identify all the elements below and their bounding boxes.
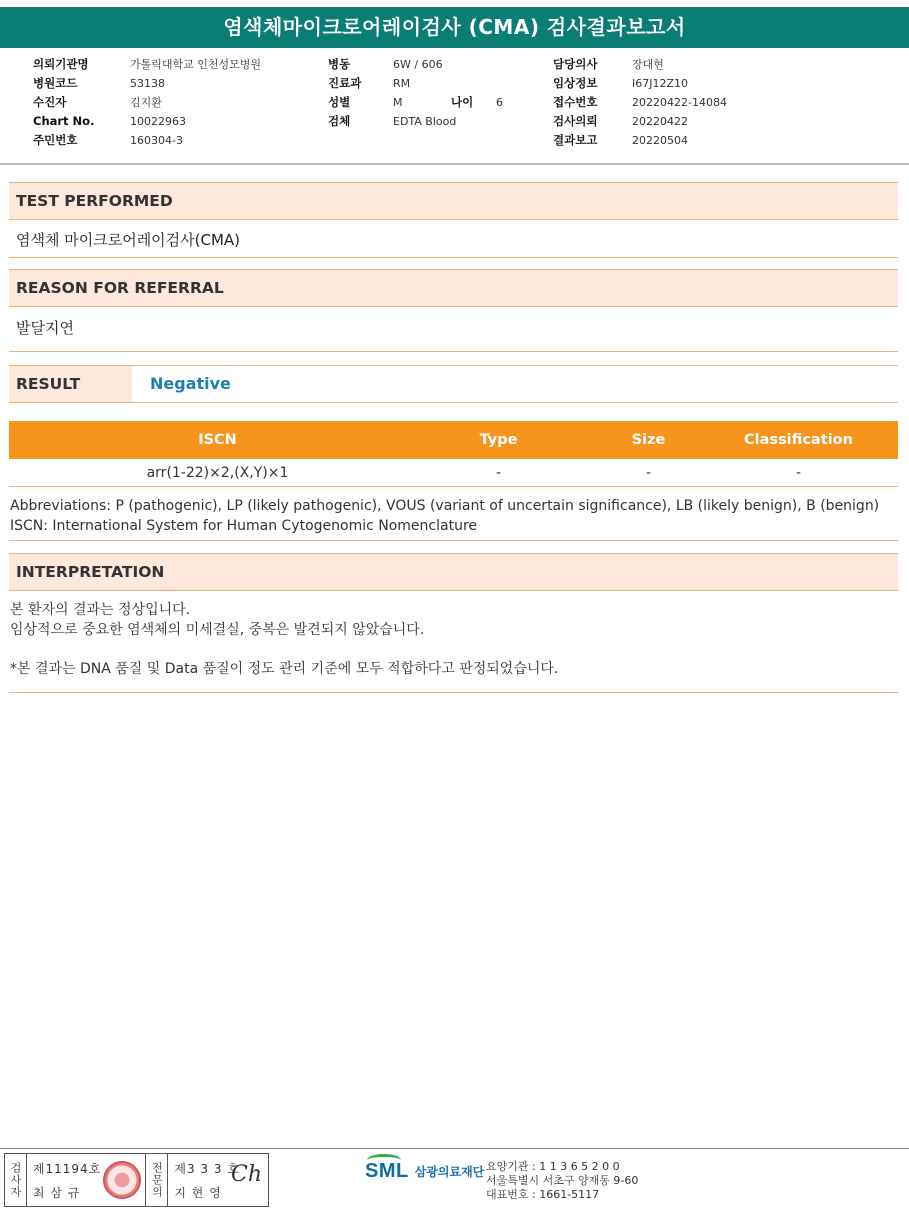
referral-header: REASON FOR REFERRAL <box>9 269 898 307</box>
info-label: 접수번호 <box>553 95 598 109</box>
info-column-2 <box>328 55 503 131</box>
info-label: Chart No. <box>33 114 95 128</box>
info-row <box>553 55 727 74</box>
interpretation-body <box>10 600 890 679</box>
examiner-number: 제11194호 <box>32 1162 102 1176</box>
sml-logo-text: SML <box>365 1160 409 1182</box>
info-label: 결과보고 <box>553 133 598 147</box>
interpretation-line: 임상적으로 중요한 염색체의 미세결실, 중복은 발견되지 않았습니다. <box>10 622 425 638</box>
info-column-3 <box>553 55 727 150</box>
info-row <box>553 112 727 131</box>
test-performed-header: TEST PERFORMED <box>9 182 898 220</box>
header-divider <box>0 163 909 165</box>
info-value: 10022963 <box>130 115 186 128</box>
result-label: RESULT <box>9 366 132 402</box>
info-row <box>328 93 503 112</box>
section-divider <box>9 351 898 352</box>
info-label: 임상정보 <box>553 76 598 90</box>
phone: 대표번호 : 1661-5117 <box>486 1188 600 1201</box>
footer-divider <box>0 1148 909 1149</box>
column-header-type: Type <box>479 432 518 448</box>
examiner-cell <box>27 1154 147 1206</box>
age-label: 나이 <box>451 95 474 109</box>
info-row <box>328 112 503 131</box>
info-label: 수진자 <box>33 95 67 109</box>
info-value: 가톨릭대학교 인천성모병원 <box>130 58 262 71</box>
foundation-name: 삼광의료재단 <box>414 1165 485 1179</box>
institution-code: 요양기관 : 1 1 3 6 5 2 0 0 <box>486 1160 620 1173</box>
address: 서울특별시 서초구 양재동 9-60 <box>486 1174 639 1187</box>
specialist-label: 전문의 <box>150 1162 164 1198</box>
info-row <box>553 74 727 93</box>
specialist-vertical-label <box>146 1154 168 1206</box>
info-row <box>33 55 261 74</box>
cell-classification: - <box>795 465 802 481</box>
table-header <box>9 421 898 459</box>
info-row <box>328 74 503 93</box>
info-value: 20220422 <box>632 115 688 128</box>
info-value: 장대현 <box>632 58 664 71</box>
info-value: 김지환 <box>130 96 162 109</box>
abbreviations <box>10 496 900 536</box>
specialist-name: 지 현 영 <box>174 1186 222 1200</box>
column-header-classification: Classification <box>744 432 853 448</box>
cell-type: - <box>495 465 502 481</box>
info-label: 검체 <box>328 114 351 128</box>
info-row <box>33 93 261 112</box>
report-title: 염색체마이크로어레이검사 (CMA) 검사결과보고서 <box>0 7 909 48</box>
age-value: 6 <box>496 96 503 109</box>
info-value: 160304-3 <box>130 134 183 147</box>
info-label: 병원코드 <box>33 76 78 90</box>
info-value: 6W / 606 <box>393 58 443 71</box>
info-row <box>328 55 503 74</box>
abbreviations-line: Abbreviations: P (pathogenic), LP (likely pathogenic), VOUS (variant of uncertain significance), LB (likely benign), B (benign) <box>10 498 880 514</box>
seal-stamp <box>103 1161 141 1199</box>
info-value: EDTA Blood <box>393 115 457 128</box>
examiner-name: 최 삼 규 <box>32 1186 81 1200</box>
info-row <box>33 74 261 93</box>
table-row <box>9 459 898 487</box>
contact-info <box>486 1160 638 1202</box>
info-value: I67J12Z10 <box>632 77 689 90</box>
info-label: 진료과 <box>328 76 362 90</box>
column-header-iscn: ISCN <box>198 432 237 448</box>
info-label: 성별 <box>328 95 351 109</box>
interpretation-header: INTERPRETATION <box>9 553 898 591</box>
info-column-1 <box>33 55 261 150</box>
info-value: 20220504 <box>632 134 688 147</box>
result-value: Negative <box>150 374 231 393</box>
signature-box <box>4 1153 269 1207</box>
specialist-number: 제3 3 3 호 <box>174 1162 240 1176</box>
info-value: 20220422-14084 <box>632 96 727 109</box>
referral-body: 발달지연 <box>16 319 74 337</box>
info-label: 병동 <box>328 57 351 71</box>
logo-arc-icon <box>367 1154 401 1166</box>
interpretation-line: 본 환자의 결과는 정상입니다. <box>10 602 191 618</box>
info-row <box>553 131 727 150</box>
section-divider <box>9 257 898 258</box>
info-value: RM <box>393 77 411 90</box>
examiner-vertical-label <box>5 1154 27 1206</box>
sml-logo <box>365 1160 484 1183</box>
info-label: 의뢰기관명 <box>33 57 89 71</box>
spacer <box>10 640 890 659</box>
info-label: 검사의뢰 <box>553 114 598 128</box>
info-label: 주민번호 <box>33 133 78 147</box>
info-row <box>553 93 727 112</box>
section-divider <box>9 692 898 693</box>
cell-size: - <box>645 465 652 481</box>
column-header-size: Size <box>631 432 666 448</box>
sml-logo-mark <box>365 1160 409 1183</box>
examiner-label: 검사자 <box>8 1162 22 1198</box>
info-value: M <box>393 96 403 109</box>
test-performed-body: 염색체 마이크로어레이검사(CMA) <box>16 231 241 249</box>
specialist-cell <box>168 1154 268 1206</box>
cell-iscn: arr(1-22)×2,(X,Y)×1 <box>146 465 289 481</box>
info-row <box>33 112 261 131</box>
result-row <box>9 365 898 403</box>
interpretation-note: *본 결과는 DNA 품질 및 Data 품질이 정도 관리 기준에 모두 적합하다고 판정되었습니다. <box>10 661 559 677</box>
section-divider <box>9 540 898 541</box>
info-label: 담당의사 <box>553 57 598 71</box>
info-row <box>33 131 261 150</box>
signature: Ch <box>230 1162 262 1187</box>
info-value: 53138 <box>130 77 165 90</box>
iscn-definition: ISCN: International System for Human Cytogenomic Nomenclature <box>10 518 478 534</box>
